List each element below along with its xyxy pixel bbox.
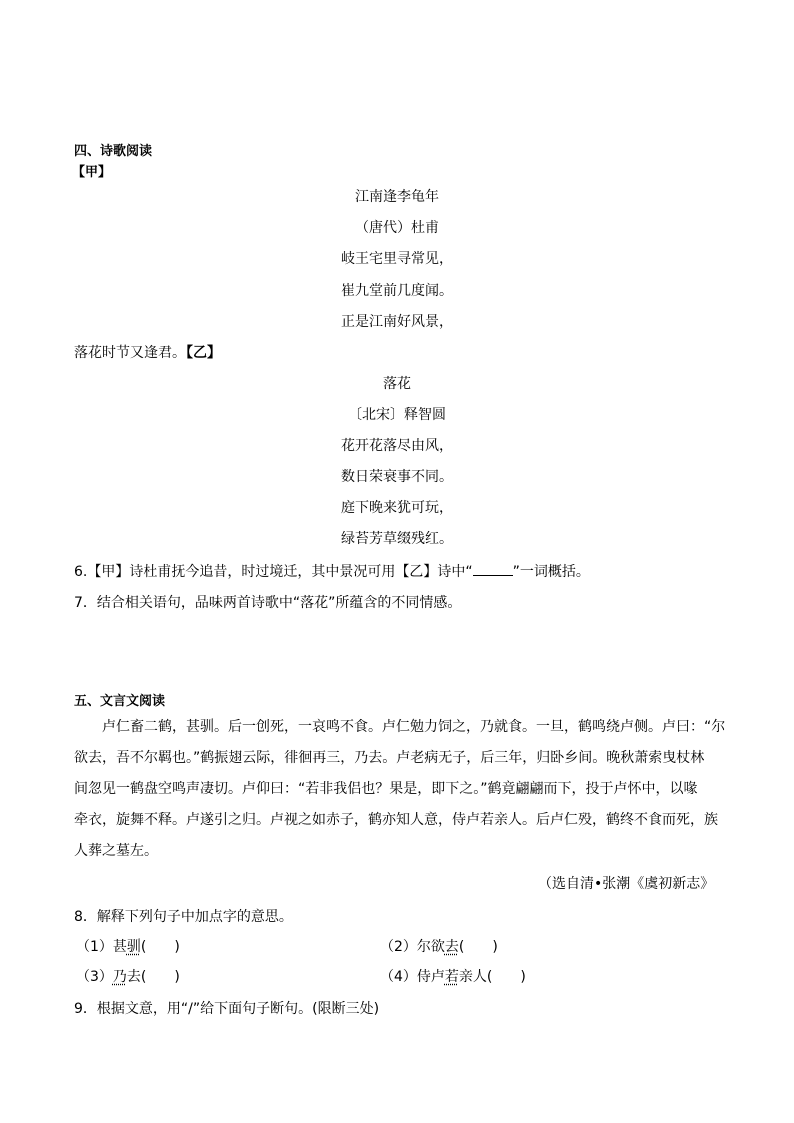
dotted-char: 去 xyxy=(444,939,459,955)
passage-line: 牵衣，旋舞不释。卢遂引之归。卢视之如赤子，鹤亦知人意，侍卢若亲人。后卢仁殁，鹤终不食而死，族 xyxy=(74,812,718,828)
poem1-line: 正是江南好风景， xyxy=(341,314,453,330)
question-8-item xyxy=(76,966,180,986)
label-yi: 【乙】 xyxy=(186,345,221,361)
poem1-title: 江南逢李龟年 xyxy=(355,189,439,205)
question-6 xyxy=(74,561,590,581)
item-number: （2） xyxy=(380,939,417,955)
question-9: 9．根据文意，用“/”给下面句子断句。(限断三处) xyxy=(74,1001,380,1017)
passage-line: 人葬之墓左。 xyxy=(74,843,158,859)
poem1-line: 岐王宅里寻常见， xyxy=(341,251,453,267)
item-blank[interactable]: 亲人( ) xyxy=(458,969,526,985)
item-number: （1） xyxy=(76,939,113,955)
poem1-author: （唐代）杜甫 xyxy=(355,220,439,236)
question-6-suffix: ”一词概括。 xyxy=(512,564,590,580)
dotted-char: 驯 xyxy=(126,939,141,955)
poem2-title: 落花 xyxy=(383,376,411,392)
question-8-item xyxy=(380,936,498,956)
poem1-line: 崔九堂前几度闻。 xyxy=(341,283,453,299)
poem1-last-line: 落花时节又逢君。 xyxy=(74,345,186,361)
poem2-author: 〔北宋〕释智圆 xyxy=(348,407,446,423)
poem2-line: 庭下晚来犹可玩， xyxy=(341,500,453,516)
passage-source: （选自清•张潮《虞初新志》 xyxy=(538,876,715,892)
poem2-line: 花开花落尽由风， xyxy=(341,438,453,454)
label-jia: 【甲】 xyxy=(72,165,112,180)
dotted-char: 乃 xyxy=(112,969,127,985)
section4-heading: 四、诗歌阅读 xyxy=(74,144,153,159)
item-text: 侍卢 xyxy=(416,969,445,985)
question-8-item xyxy=(76,936,180,956)
poem2-line: 绿苔芳草缀残红。 xyxy=(341,531,453,547)
question-8-stem: 8．解释下列句子中加点字的意思。 xyxy=(74,909,293,925)
item-number: （3） xyxy=(76,969,113,985)
item-blank[interactable]: ( ) xyxy=(140,939,180,955)
question-8-item xyxy=(380,966,526,986)
passage-line: 卢仁畜二鹤，甚驯。后一创死，一哀鸣不食。卢仁勉力饲之，乃就食。一旦，鹤鸣绕卢侧。卢曰：“尔 xyxy=(102,719,726,735)
poem2-line: 数日荣衰事不同。 xyxy=(341,469,453,485)
question-7: 7．结合相关语句，品味两首诗歌中“落花”所蕴含的不同情感。 xyxy=(74,595,462,611)
item-text: 尔欲 xyxy=(416,939,445,955)
item-blank[interactable]: ( ) xyxy=(458,939,498,955)
item-text: 甚 xyxy=(112,939,127,955)
item-blank[interactable]: 去( ) xyxy=(126,969,180,985)
question-6-prefix: 6.【甲】诗杜甫抚今追昔，时过境迁，其中景况可用【乙】诗中“ xyxy=(74,564,473,580)
answer-blank[interactable] xyxy=(473,563,513,576)
item-number: （4） xyxy=(380,969,417,985)
section5-heading: 五、文言文阅读 xyxy=(74,694,166,709)
dotted-char: 若 xyxy=(444,969,459,985)
poem1-last-line-row xyxy=(74,342,221,362)
passage-line: 欲去，吾不尔羁也。”鹤振翅云际，徘徊再三，乃去。卢老病无子，后三年，归卧乡间。晚秋萧索曳杖林 xyxy=(74,750,705,766)
passage-line: 间忽见一鹤盘空鸣声凄切。卢仰曰：“若非我侣也？果是，即下之。”鹤竟翩翩而下，投于卢怀中，以喙 xyxy=(74,781,698,797)
